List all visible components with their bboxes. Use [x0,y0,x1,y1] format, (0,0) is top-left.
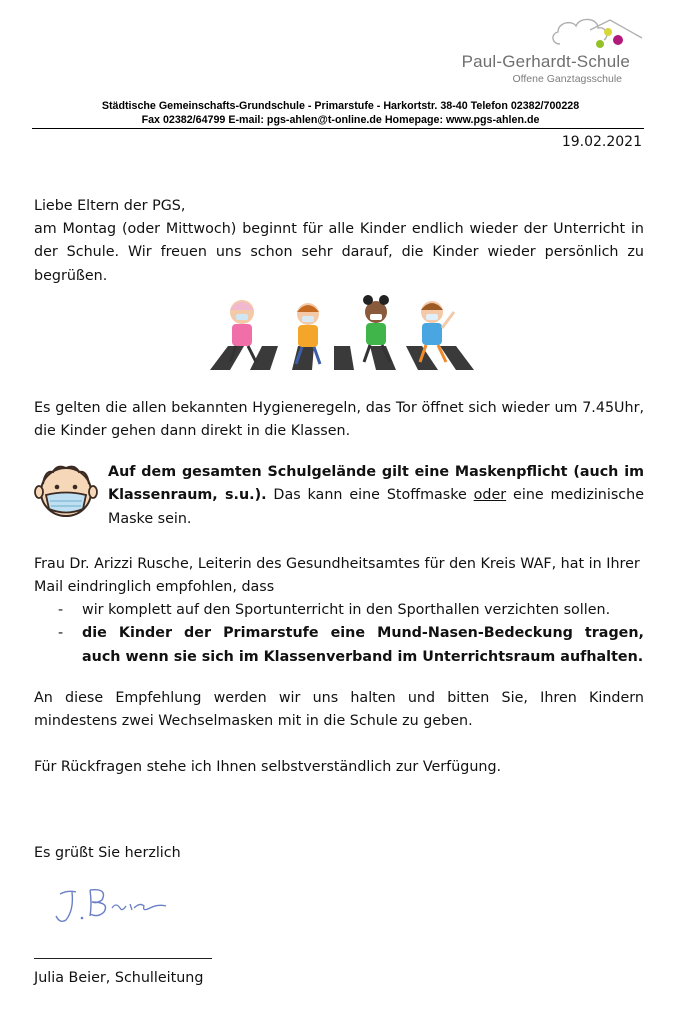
exchange-masks-paragraph: An diese Empfehlung werden wir uns halten und bitten Sie, Ihren Kindern mindestens zwei Wechselmasken mit in die Schule zu geben. [34,690,644,730]
school-logo [440,14,646,86]
letter-date: 19.02.2021 [561,134,642,150]
mask-text-oder: oder [473,487,507,504]
mask-text-part-2: eine medizinische Maske sein. [108,487,644,527]
mask-paragraph [108,461,644,531]
school-name: Paul-Gerhardt-Schule [461,52,630,71]
signer-name: Julia Beier, Schulleitung [34,970,204,986]
cloud-house-icon [440,14,646,54]
list-dash: - [58,602,64,618]
hygiene-paragraph: Es gelten die allen bekannten Hygieneregeln, das Tor öffnet sich wieder um 7.45Uhr, die Kinder gehen dann direkt in die Klassen. [34,400,644,440]
recommendation-list [34,599,644,669]
children-crosswalk-illustration [200,290,476,376]
list-dash: - [58,625,64,642]
list-item-text: wir komplett auf den Sportunterricht in den Sporthallen verzichten sollen. [82,602,611,618]
school-subtitle: Offene Ganztagsschule [512,73,622,85]
signature-line [34,958,212,959]
address-line-1: Städtische Gemeinschafts-Grundschule - Primarstufe - Harkortstr. 38-40 Telefon 02382/700228 [101,100,580,112]
list-item [34,599,644,622]
list-item-text: die Kinder der Primarstufe eine Mund-Nasen-Bedeckung tragen, auch wenn sie sich im Klassenverband im Unterrichtsraum aufhalten. [82,625,644,665]
health-office-paragraph: Frau Dr. Arizzi Rusche, Leiterin des Gesundheitsamtes für den Kreis WAF, hat in Ihrer Mail eindringlich empfohlen, dass [34,556,640,596]
salutation: Liebe Eltern der PGS, [34,198,186,214]
address-line-2: Fax 02382/64799 E-mail: pgs-ahlen@t-online.de Homepage: www.pgs-ahlen.de [141,114,540,126]
list-item [34,622,644,669]
mask-requirement-bold: Auf dem gesamten Schulgelände gilt eine Maskenpflicht (auch im Klassenraum, s.u.). [108,464,644,504]
masked-face-icon [33,462,99,520]
handwritten-signature [50,880,180,930]
mask-text-part-1: Das kann eine Stoffmaske [266,487,474,504]
header-rule [32,128,644,129]
closing-greeting: Es grüßt Sie herzlich [34,845,181,861]
intro-paragraph: am Montag (oder Mittwoch) beginnt für alle Kinder endlich wieder der Unterricht in der Schule. Wir freuen uns schon sehr darauf, die Kinder wieder persönlich zu begrüßen. [34,221,644,284]
questions-paragraph: Für Rückfragen stehe ich Ihnen selbstverständlich zur Verfügung. [34,759,502,775]
